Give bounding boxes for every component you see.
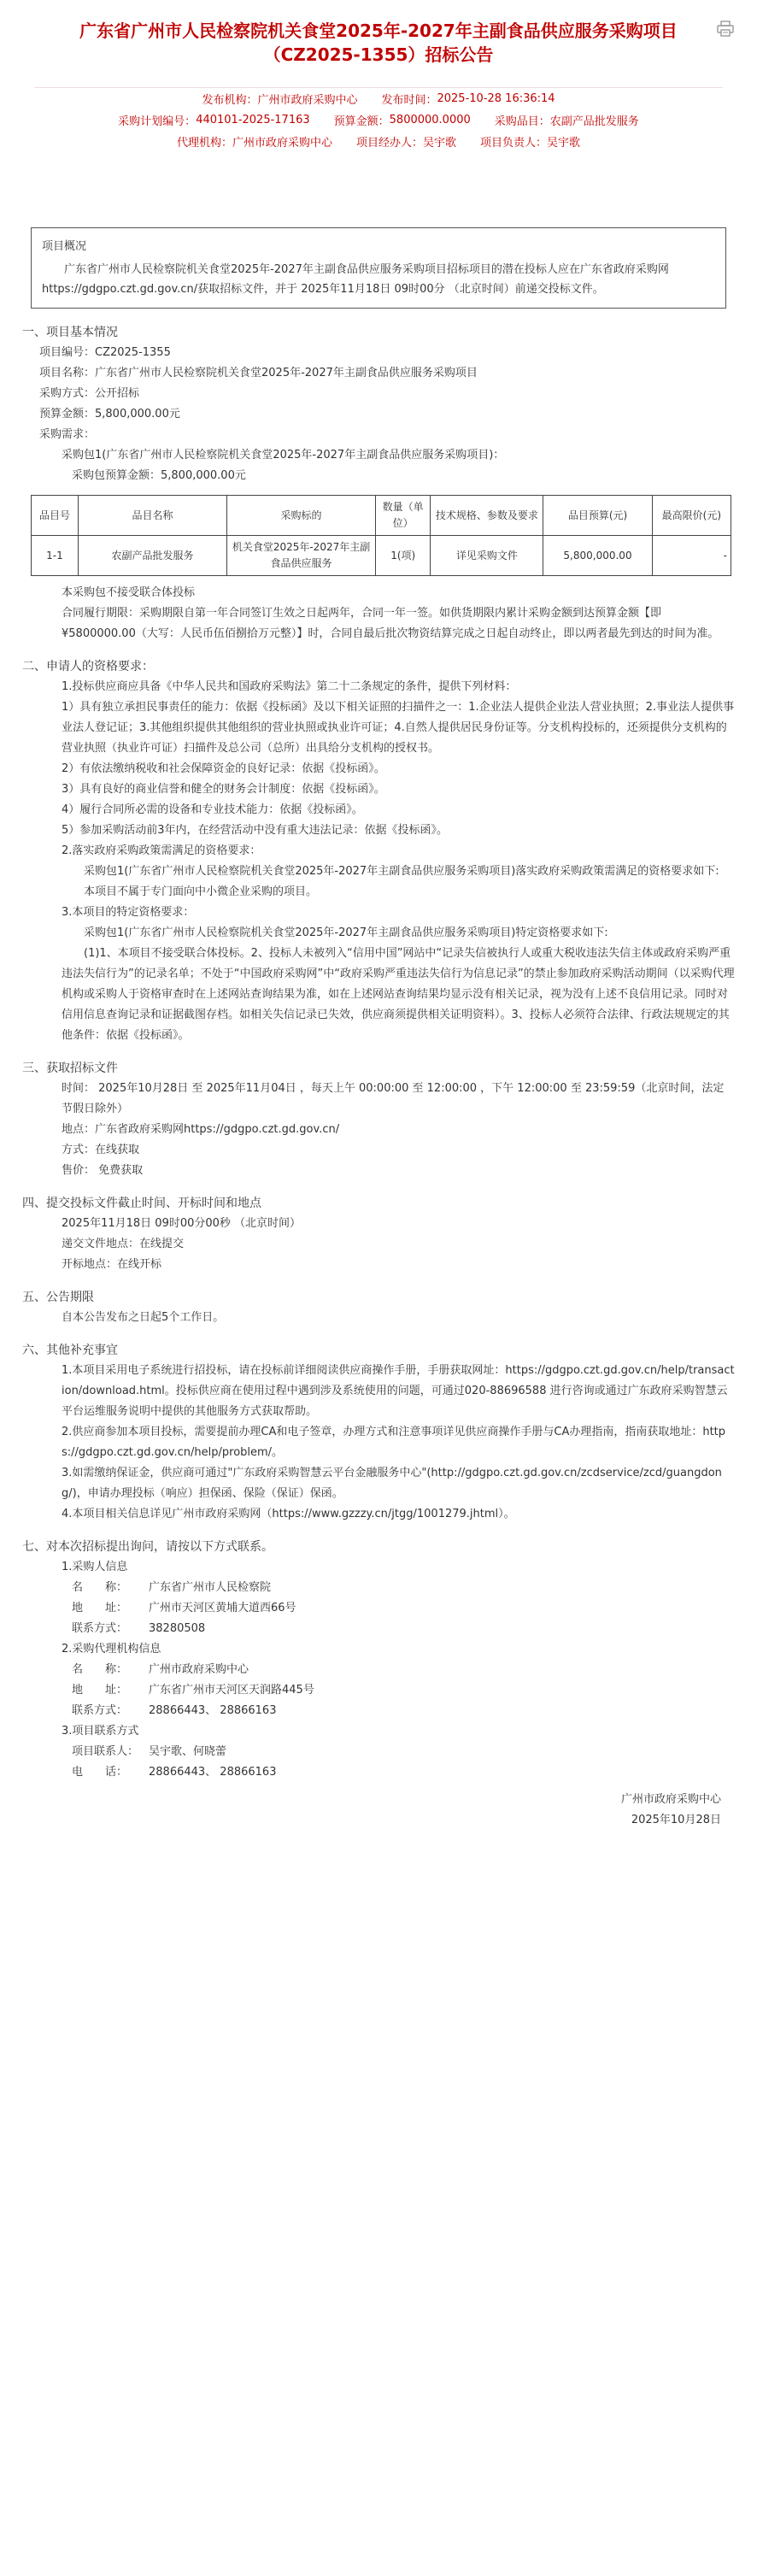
meta-plan-no-value: 440101-2025-17163 [196, 114, 310, 126]
meta-handler-value: 吴宇歌 [423, 137, 457, 150]
items-table-header [32, 496, 731, 536]
meta-plan-no [118, 112, 309, 128]
buyer-tel-value: 38280508 [149, 1622, 206, 1635]
buyer-address-label: 地 址： [72, 1602, 128, 1614]
purchase-method: 采购方式：公开招标 [39, 387, 140, 400]
qual-line-12: (1)1、本项目不接受联合体投标。2、投标人未被列入“信用中国”网站中“记录失信被执行人或重大税收违法失信主体或政府采购严重违法失信行为”的记录名单；不处于“中国政府采购网”中“政府采购严重违法失信行为信息记录”的禁止参加政府采购活动期间（以采购代理机构或采购人于资格审查时在上述网站查询结果为准，如在上述网站查询结果均显示没有相关记录，视为没有上述不良信用记录。同时对信用信息查询记录和证据截图存档。如相关失信记录已失效，供应商须提供相关证明资料）。3、投标人必须符合法律、行政法规规定的其他条件：依据《投标函》。 [62, 947, 735, 1042]
submit-place: 递交文件地点：在线提交 [62, 1238, 185, 1250]
qual-line-5: 4）履行合同所必需的设备和专业技术能力：依据《投标函》。 [62, 803, 363, 816]
page-title [22, 0, 735, 67]
buyer-tel [22, 1619, 735, 1639]
qual-line-2: 1）具有独立承担民事责任的能力：依据《投标函》及以下相关证照的扫描件之一：1.企业法人提供企业法人营业执照；2.事业法人提供事业法人登记证；3.其他组织提供其他组织的营业执照或执业许可证；4.自然人提供居民身份证等。分支机构投标的，还须提供分支机构的营业执照（执业许可证）扫描件及总公司（总所）出具给分支机构的授权书。 [62, 701, 735, 755]
contact-name-value: 吴宇歌、何晓蕾 [149, 1745, 227, 1758]
contact-tel [22, 1762, 735, 1783]
contract-period: 合同履行期限：采购期限自第一年合同签订生效之日起两年，合同一年一签。如供货期限内累计采购金额到达预算金额【即¥5800000.00（大写：人民币伍佰捌拾万元整）】时，合同自最后批次物资结算完成之日起自动终止，即以两者最先到达的时间为准。 [62, 607, 719, 640]
th-spec: 技术规格、参数及要求 [431, 496, 543, 536]
meta-row-3 [34, 131, 723, 152]
th-item-no: 品目号 [32, 496, 79, 536]
deadline-time: 2025年11月18日 09时00分00秒 （北京时间） [62, 1217, 302, 1230]
qual-line-3: 2）有依法缴纳税收和社会保障资金的良好记录：依据《投标函》。 [62, 762, 385, 775]
meta-agency-label: 代理机构： [176, 137, 232, 150]
qual-line-9: 本项目不属于专门面向中小微企业采购的项目。 [84, 885, 318, 898]
meta-row-2 [34, 109, 723, 131]
meta-handler [356, 133, 456, 150]
section-6-title: 六、其他补充事宜 [22, 1344, 118, 1357]
section-deadline [22, 1193, 735, 1275]
section-4-title: 四、提交投标文件截止时间、开标时间和地点 [22, 1197, 261, 1210]
get-doc-way: 方式：在线获取 [62, 1144, 140, 1156]
meta-category-label: 采购品目： [494, 115, 550, 128]
meta-budget-value: 5800000.0000 [389, 114, 471, 126]
meta-category-value: 农副产品批发服务 [549, 115, 639, 128]
get-doc-time: 时间： 2025年10月28日 至 2025年11月04日 ，每天上午 00:00:00 至 12:00:00 ，下午 12:00:00 至 23:59:59（北京时间，法定节假日除外） [62, 1082, 725, 1115]
contact-name [22, 1742, 735, 1762]
meta-leader-label: 项目负责人： [480, 137, 548, 150]
cell-item-no: 1-1 [32, 536, 79, 576]
meta-leader-value: 吴宇歌 [547, 137, 581, 150]
meta-info [34, 87, 723, 152]
meta-budget [334, 112, 471, 128]
section-get-documents [22, 1058, 735, 1181]
items-table [31, 495, 731, 576]
table-row [32, 536, 731, 576]
agency-tel-value: 28866443、 28866163 [149, 1704, 277, 1717]
summary-title: 项目概况 [42, 240, 87, 253]
cell-target: 机关食堂2025年-2027年主副食品供应服务 [226, 536, 375, 576]
buyer-address [22, 1598, 735, 1619]
other-line-2: 2.供应商参加本项目投标，需要提前办理CA和电子签章，办理方式和注意事项详见供应商操作手册与CA办理指南，指南获取地址：https://gdgpo.czt.gd.gov.cn/help/problem/。 [62, 1426, 726, 1459]
section-5-title: 五、公告期限 [22, 1291, 94, 1304]
title-line-2: （CZ2025-1355）招标公告 [263, 44, 494, 65]
contact-info-title: 3.项目联系方式 [62, 1725, 139, 1738]
qual-line-1: 1.投标供应商应具备《中华人民共和国政府采购法》第二十二条规定的条件，提供下列材料： [62, 680, 517, 693]
cell-quantity: 1(项) [376, 536, 431, 576]
section-contacts [22, 1537, 735, 1783]
cell-max-price: - [652, 536, 731, 576]
footer-date: 2025年10月28日 [631, 1814, 721, 1826]
printer-icon[interactable] [716, 21, 735, 38]
agency-name [22, 1660, 735, 1680]
agency-name-label: 名 称： [72, 1663, 128, 1676]
purchase-demand: 采购需求： [39, 428, 96, 441]
qual-line-7: 2.落实政府采购政策需满足的资格要求： [62, 844, 261, 857]
open-place: 开标地点：在线开标 [62, 1258, 162, 1271]
notice-period-text: 自本公告发布之日起5个工作日。 [62, 1311, 225, 1324]
meta-publisher [202, 91, 357, 107]
section-other-matters [22, 1340, 735, 1525]
qual-line-11: 采购包1(广东省广州市人民检察院机关食堂2025年-2027年主副食品供应服务采购项目)特定资格要求如下: [84, 926, 608, 939]
section-2-title: 二、申请人的资格要求： [22, 660, 154, 673]
agency-address-label: 地 址： [72, 1684, 128, 1697]
package-budget: 采购包预算金额：5,800,000.00元 [72, 469, 246, 482]
joint-bid-note: 本采购包不接受联合体投标 [62, 586, 196, 599]
qual-line-10: 3.本项目的特定资格要求： [62, 906, 195, 919]
buyer-address-value: 广州市天河区黄埔大道西66号 [149, 1602, 296, 1614]
project-number: 项目编号：CZ2025-1355 [39, 346, 171, 359]
signature-block [22, 1790, 735, 1831]
project-summary-box [31, 227, 726, 309]
th-max-price: 最高限价(元) [652, 496, 731, 536]
meta-agency [177, 133, 332, 150]
agency-tel-label: 联系方式： [72, 1704, 128, 1717]
meta-publish-time [381, 91, 555, 107]
agency-name-value: 广州市政府采购中心 [149, 1663, 249, 1676]
get-doc-place: 地点：广东省政府采购网https://gdgpo.czt.gd.gov.cn/ [62, 1123, 340, 1136]
meta-publish-time-label: 发布时间： [381, 94, 437, 107]
section-1-title: 一、项目基本情况 [22, 326, 118, 339]
agency-address [22, 1680, 735, 1701]
section-3-title: 三、获取招标文件 [22, 1062, 118, 1075]
meta-category [495, 112, 639, 128]
section-qualifications [22, 656, 735, 1046]
th-target: 采购标的 [226, 496, 375, 536]
cell-spec: 详见采购文件 [431, 536, 543, 576]
other-line-1: 1.本项目采用电子系统进行招投标，请在投标前详细阅读供应商操作手册，手册获取网址：https://gdgpo.czt.gd.gov.cn/help/transaction/download.html。投标供应商在使用过程中遇到涉及系统使用的问题，可通过020-88696588 进行咨询或通过广东政府采购智慧云平台运维服务说明中提供的其他服务方式获取帮助。 [62, 1364, 735, 1418]
footer-org: 广州市政府采购中心 [620, 1793, 721, 1806]
other-line-4: 4.本项目相关信息详见广州市政府采购网（https://www.gzzzy.cn/jtgg/1001279.jhtml）。 [62, 1508, 515, 1520]
meta-publisher-value: 广州市政府采购中心 [257, 94, 358, 107]
summary-text: 广东省广州市人民检察院机关食堂2025年-2027年主副食品供应服务采购项目招标项目的潜在投标人应在广东省政府采购网https://gdgpo.czt.gd.gov.cn/获取招标文件，并于 2025年11月18日 09时00分 （北京时间）前递交投标文件。 [42, 263, 669, 296]
contact-tel-label: 电 话： [72, 1766, 128, 1779]
meta-plan-no-label: 采购计划编号： [118, 115, 197, 128]
qual-line-4: 3）具有良好的商业信誉和健全的财务会计制度：依据《投标函》。 [62, 783, 385, 796]
buyer-name-label: 名 称： [72, 1581, 128, 1594]
buyer-name-value: 广东省广州市人民检察院 [149, 1581, 272, 1594]
section-7-title: 七、对本次招标提出询问，请按以下方式联系。 [22, 1540, 273, 1554]
other-line-3: 3.如需缴纳保证金，供应商可通过"广东政府采购智慧云平台金融服务中心"(http://gdgpo.czt.gd.gov.cn/zcdservice/zcd/guangdong/)，申请办理投标（响应）担保函、保险（保证）保函。 [62, 1467, 722, 1500]
buyer-tel-label: 联系方式： [72, 1622, 128, 1635]
meta-handler-label: 项目经办人： [355, 137, 423, 150]
contact-tel-value: 28866443、 28866163 [149, 1766, 277, 1779]
cell-item-name: 农副产品批发服务 [78, 536, 226, 576]
meta-agency-value: 广州市政府采购中心 [232, 137, 332, 150]
meta-budget-label: 预算金额： [333, 115, 390, 128]
qual-line-6: 5）参加采购活动前3年内，在经营活动中没有重大违法记录：依据《投标函》。 [62, 824, 449, 837]
get-doc-price: 售价： 免费获取 [62, 1164, 144, 1177]
section-basic-info [22, 322, 735, 644]
meta-leader [480, 133, 580, 150]
agency-address-value: 广东省广州市天河区天润路445号 [149, 1684, 314, 1697]
meta-publisher-label: 发布机构： [202, 94, 258, 107]
cell-item-budget: 5,800,000.00 [543, 536, 652, 576]
budget-amount: 预算金额：5,800,000.00元 [39, 408, 180, 421]
th-item-budget: 品目预算(元) [543, 496, 652, 536]
meta-row-1 [34, 88, 723, 109]
qual-line-8: 采购包1(广东省广州市人民检察院机关食堂2025年-2027年主副食品供应服务采购项目)落实政府采购政策需满足的资格要求如下: [84, 865, 719, 878]
contact-name-label: 项目联系人： [72, 1745, 139, 1758]
section-notice-period [22, 1287, 735, 1328]
title-line-1: 广东省广州市人民检察院机关食堂2025年-2027年主副食品供应服务采购项目 [79, 21, 678, 41]
announcement-body [22, 322, 735, 1831]
th-quantity: 数量（单位） [376, 496, 431, 536]
package-name: 采购包1(广东省广州市人民检察院机关食堂2025年-2027年主副食品供应服务采购项目)： [62, 449, 505, 462]
buyer-info-title: 1.采购人信息 [62, 1561, 128, 1573]
agency-info-title: 2.采购代理机构信息 [62, 1643, 161, 1656]
agency-tel [22, 1701, 735, 1721]
buyer-name [22, 1578, 735, 1598]
th-item-name: 品目名称 [78, 496, 226, 536]
meta-publish-time-value: 2025-10-28 16:36:14 [437, 92, 555, 105]
project-name: 项目名称：广东省广州市人民检察院机关食堂2025年-2027年主副食品供应服务采购项目 [39, 367, 478, 379]
